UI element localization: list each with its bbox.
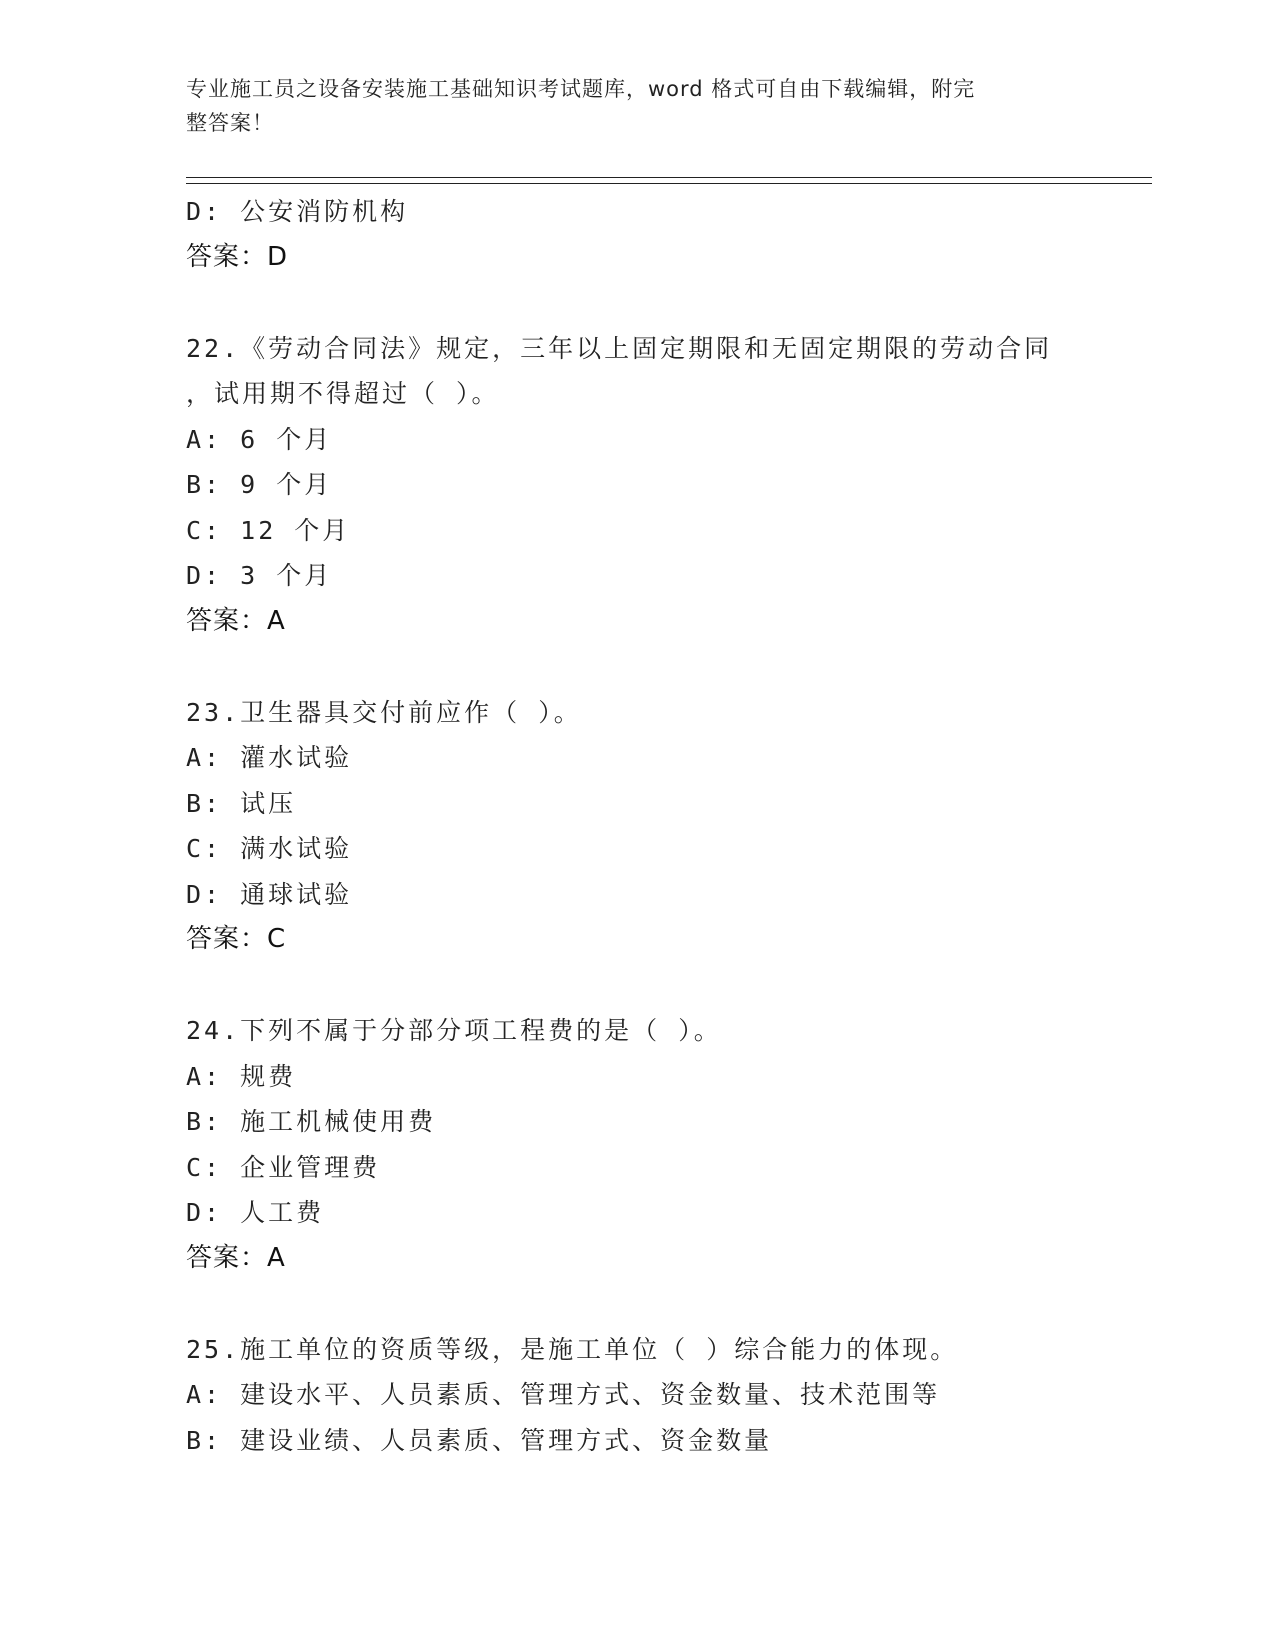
question-stem-line: 22.《劳动合同法》规定，三年以上固定期限和无固定期限的劳动合同 [186, 333, 1053, 363]
question-stem-line: ，试用期不得超过（ ）。 [186, 379, 500, 408]
answer-text: 答案：A [186, 1242, 286, 1273]
spacer [186, 280, 1152, 326]
option-text: D: 公安消防机构 [186, 197, 409, 226]
question-25 [186, 1327, 1152, 1464]
option-text: C: 12 个月 [186, 515, 351, 545]
option-text: A: 灌水试验 [186, 743, 353, 772]
question-stem-line: 24.下列不属于分部分项工程费的是（ ）。 [186, 1016, 722, 1045]
option-text: D: 人工费 [186, 1198, 325, 1227]
option-text: B: 9 个月 [186, 470, 333, 499]
option-text: B: 施工机械使用费 [186, 1107, 437, 1136]
option-text: A: 建设水平、人员素质、管理方式、资金数量、技术范围等 [186, 1380, 941, 1409]
option-text: B: 试压 [186, 788, 297, 818]
question-stem-line: 23.卫生器具交付前应作（ ）。 [186, 697, 582, 727]
answer-text: 答案：A [186, 605, 286, 636]
header-divider-bottom [186, 183, 1152, 184]
spacer [186, 1281, 1152, 1327]
option-text: C: 企业管理费 [186, 1152, 381, 1182]
header-divider-top [186, 177, 1152, 178]
answer-text: 答案：D [186, 241, 289, 272]
question-24 [186, 1008, 1152, 1281]
question-stem-line: 25.施工单位的资质等级，是施工单位（ ）综合能力的体现。 [186, 1334, 959, 1364]
option-text: C: 满水试验 [186, 834, 353, 863]
option-text: A: 规费 [186, 1061, 297, 1091]
option-text: A: 6 个月 [186, 424, 333, 454]
spacer [186, 963, 1152, 1009]
option-text: B: 建设业绩、人员素质、管理方式、资金数量 [186, 1425, 773, 1455]
header-line-2: 整答案！ [186, 111, 274, 135]
spacer [186, 644, 1152, 690]
option-text: D: 3 个月 [186, 561, 333, 590]
document-body [186, 189, 1152, 1463]
header-line-1: 专业施工员之设备安装施工基础知识考试题库，word 格式可自由下载编辑，附完 [186, 77, 976, 101]
answer-text: 答案：C [186, 924, 287, 954]
option-text: D: 通球试验 [186, 879, 353, 909]
document-header [186, 72, 1086, 140]
question-23 [186, 690, 1152, 963]
question-22 [186, 326, 1152, 645]
